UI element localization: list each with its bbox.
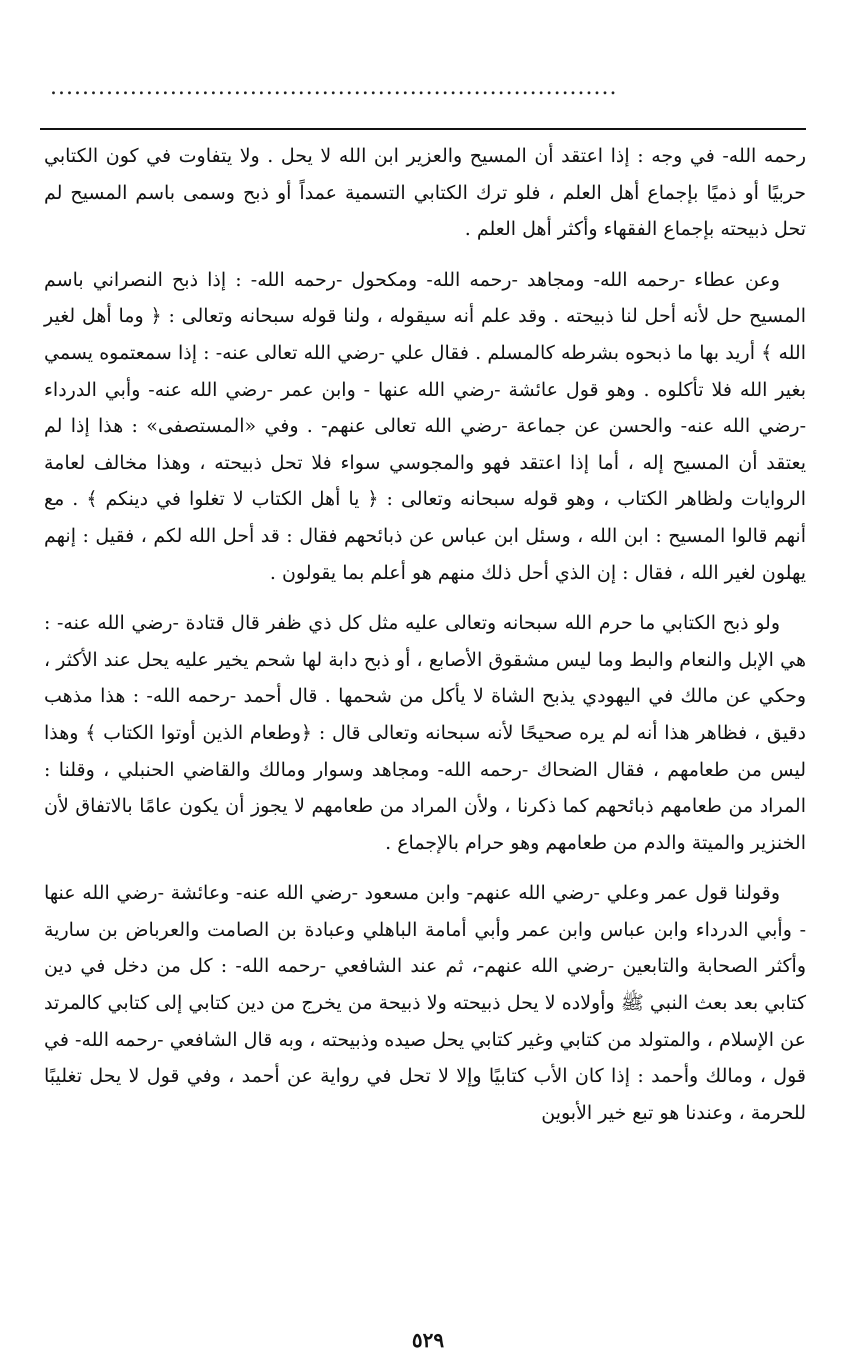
running-head-dots: ....................................................................... [50,75,618,100]
page-number: ٥٢٩ [411,1328,445,1352]
header-rule [40,128,806,130]
paragraph: وقولنا قول عمر وعلي -رضي الله عنهم- وابن مسعود -رضي الله عنه- وعائشة -رضي الله عنها - وأبي الدرداء وابن عباس وابن عمر وأبي أمامة الباهلي وعبادة بن الصامت والعرباض بن سارية وأكثر الصحابة والتابعين -رضي الله عنهم-، ثم عند الشافعي -رحمه الله- : كل من دخل في دين كتابي بعد بعث النبي ﷺ وأولاده لا يحل ذبيحته ولا ذبيحة من يخرج من دين كتابي إلى كتابي كالمرتد عن الإسلام ، والمتولد من كتابي وغير كتابي يحل صيده وذبيحته ، وبه قال الشافعي -رحمه الله- في قول ، ومالك وأحمد : إذا كان الأب كتابيًا وإلا لا تحل في رواية عن أحمد ، وفي قول لا يحل تغليبًا للحرمة ، وعندنا هو تبع خير الأبوين [44,882,806,1124]
paragraph: ولو ذبح الكتابي ما حرم الله سبحانه وتعالى عليه مثل كل ذي ظفر قال قتادة -رضي الله عنه- : هي الإبل والنعام والبط وما ليس مشقوق الأصابع ، أو ذبح دابة لها شحم يخير عليه يحل عند الأكثر ، وحكي عن مالك في اليهودي يذبح الشاة لا يأكل من شحمها . قال أحمد -رحمه الله- : هذا مذهب دقيق ، فظاهر هذا أنه لم يره صحيحًا لأنه سبحانه وتعالى قال : ﴿وطعام الذين أوتوا الكتاب ﴾ وهذا ليس من طعامهم ، فقال الضحاك -رحمه الله- ومجاهد وسوار ومالك والقاضي الحنبلي ، وقلنا : المراد من طعامهم ذبائحهم كما ذكرنا ، ولأن المراد من طعامهم لا يجوز أن يكون عامًا بالاتفاق لأن الخنزير والميتة والدم من طعامهم وهو حرام بالإجماع . [44,612,807,854]
main-text [44,138,806,1131]
paragraph: رحمه الله- في وجه : إذا اعتقد أن المسيح والعزير ابن الله لا يحل . ولا يتفاوت في كون الكتابي حربيًا أو ذميًا بإجماع أهل العلم ، فلو ترك الكتابي التسمية عمداً أو ذبح وسمى باسم المسيح لم تحل ذبيحته بإجماع الفقهاء وأكثر أهل العلم . [44,145,806,241]
paragraph: وعن عطاء -رحمه الله- ومجاهد -رحمه الله- ومكحول -رحمه الله- : إذا ذبح النصراني باسم المسيح حل لأنه أحل لنا ذبيحته . وقد علم أنه سيقوله ، ولنا قوله سبحانه وتعالى : ﴿ وما أهل لغير الله ﴾ أريد بها ما ذبحوه بشرطه كالمسلم . فقال علي -رضي الله تعالى عنه- : إذا سمعتموه يسمي بغير الله فلا تأكلوه . وهو قول عائشة -رضي الله عنها - وابن عمر -رضي الله عنه- وأبي الدرداء -رضي الله عنه- والحسن عن جماعة -رضي الله تعالى عنهم- . وفي «المستصفى» : هذا إذا لم يعتقد أن المسيح إله ، أما إذا اعتقد فهو والمجوسي سواء فلا تحل ذبيحته ، وهذا مخالف لعامة الروايات ولظاهر الكتاب ، وهو قوله سبحانه وتعالى : ﴿ يا أهل الكتاب لا تغلوا في دينكم ﴾ . مع أنهم قالوا المسيح : ابن الله ، وسئل ابن عباس عن ذبائحهم فقال : قد أحل الله لكم ، فقيل : إنهم يهلون لغير الله ، فقال : إن الذي أحل ذلك منهم هو أعلم بما يقولون . [44,268,806,584]
